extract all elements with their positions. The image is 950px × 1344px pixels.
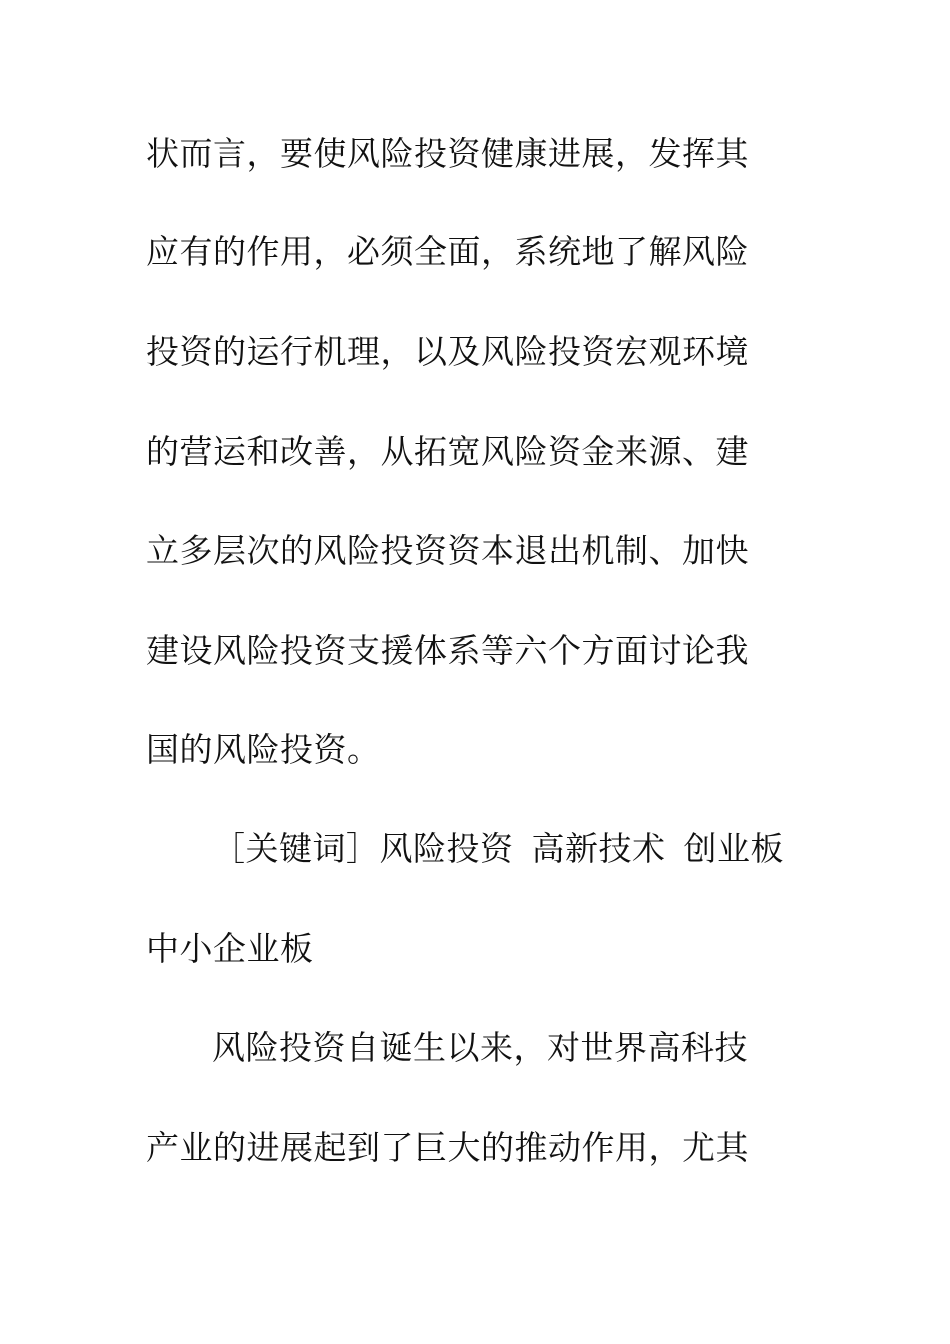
text-line-3: 投资的运行机理，以及风险投资宏观环境 [146,332,749,371]
text-line-1: 状而言，要使风险投资健康进展，发挥其 [146,134,749,173]
keyword-item: 创业板 [683,829,784,868]
keyword-item: 风险投资 [379,829,514,868]
keywords-line [212,829,784,869]
text-line-2: 应有的作用，必须全面，系统地了解风险 [146,232,749,271]
text-line-5: 立多层次的风险投资资本退出机制、加快 [146,531,749,570]
keyword-item: 高新技术 [531,829,666,868]
text-line-4: 的营运和改善，从拓宽风险资金来源、建 [146,432,749,471]
text-line-7: 国的风险投资。 [146,730,381,769]
body-line-2: 产业的进展起到了巨大的推动作用，尤其 [146,1128,749,1167]
text-line-6: 建设风险投资支援体系等六个方面讨论我 [146,631,749,670]
body-line-1: 风险投资自诞生以来，对世界高科技 [212,1028,748,1067]
keywords-label: ［关键词］ [212,829,380,868]
keyword-item: 中小企业板 [146,929,314,968]
